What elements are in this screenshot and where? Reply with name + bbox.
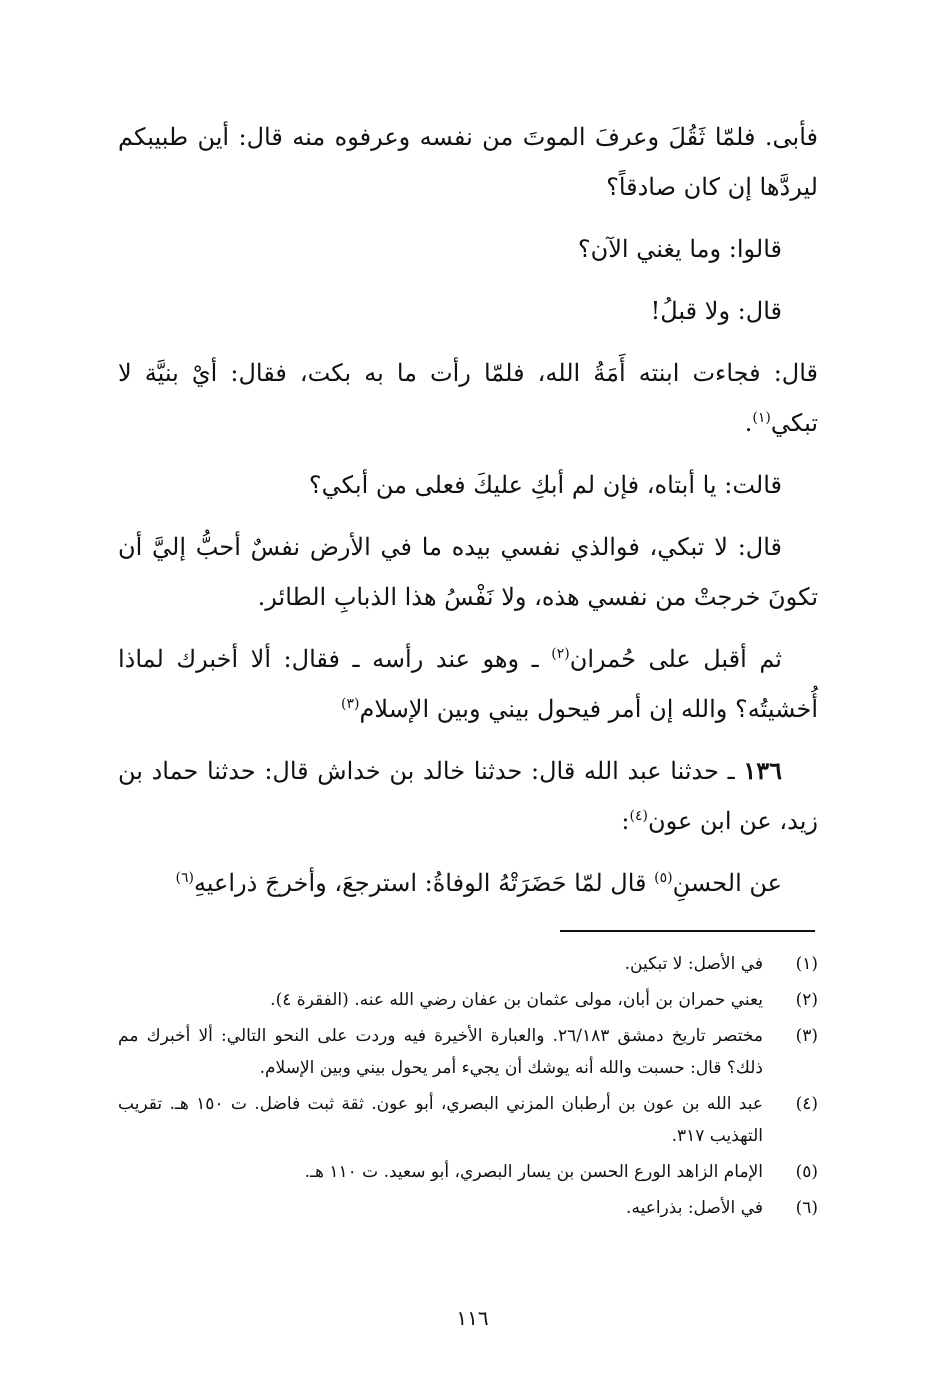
footnote-text: الإمام الزاهد الورع الحسن بن يسار البصري، أبو سعيد. ت ١١٠ هـ. [304,1162,763,1182]
footnote-item [118,1088,818,1152]
page-number: ١١٦ [456,1306,489,1330]
paragraph-9: عن الحسنِ$^{(٥)}$ قال لمّا حَضَرَتْهُ الوفاةُ: استرجعَ، وأخرجَ ذراعيهِ$^{(٦)}$ [175,869,782,897]
footnote-text: يعني حمران بن أبان، مولى عثمان بن عفان رضي الله عنه. (الفقرة ٤). [270,990,763,1010]
footnote-item [118,1020,818,1084]
footnote-item [118,1156,818,1188]
footnote-item [118,1192,818,1224]
footnote-number: (٢) [795,990,818,1010]
paragraph-7: ثم أقبل على حُمران$^{(٢)}$ ـ وهو عند رأسه ـ فقال: ألا أخبرك لماذا أُخشيتُه؟ والله إن أمر فيحول بيني وبين الإسلام$^{(٣)}$ [118,645,818,723]
footnotes [118,948,818,1228]
footnote-divider [560,930,815,932]
footnote-text: في الأصل: لا تبكين. [624,954,763,974]
footnote-ref-3[interactable]: (٣) [341,696,360,712]
footnote-text: في الأصل: بذراعيه. [626,1198,763,1218]
paragraph-8: ١٣٦ ـ حدثنا عبد الله قال: حدثنا خالد بن خداش قال: حدثنا حماد بن زيد، عن ابن عون$^{(٤)}$: [118,756,818,835]
hadith-number: ١٣٦ [743,756,782,785]
paragraph-6: قال: لا تبكي، فوالذي نفسي بيده ما في الأرض نفسٌ أحبُّ إليَّ أن تكونَ خرجتْ من نفسي هذه، ولا نَفْسُ هذا الذبابِ الطائر. [118,533,818,611]
footnote-number: (١) [795,954,818,974]
footnote-number: (٦) [795,1198,818,1218]
paragraph-5: قالت: يا أبتاه، فإن لم أبكِ عليكَ فعلى من أبكي؟ [308,471,782,499]
footnote-ref-2[interactable]: (٢) [551,646,570,662]
footnote-ref-1[interactable]: (١) [752,410,771,426]
footnote-ref-4[interactable]: (٤) [629,808,648,824]
footnote-number: (٣) [795,1026,818,1046]
footnote-item [118,948,818,980]
footnote-text: عبد الله بن عون بن أرطبان المزني البصري، أبو عون. ثقة ثبت فاضل. ت ١٥٠ هـ. تقريب التهذيب ٣١٧. [118,1094,763,1146]
paragraph-3: قال: ولا قبلُ! [650,297,782,325]
footnote-ref-6[interactable]: (٦) [175,870,194,886]
footnote-ref-5[interactable]: (٥) [654,870,673,886]
footnote-item [118,984,818,1016]
paragraph-2: قالوا: وما يغني الآن؟ [577,235,782,263]
footnote-text: مختصر تاريخ دمشق ٢٦/١٨٣. والعبارة الأخيرة فيه وردت على النحو التالي: ألا أخبرك مم ذلك؟ قال: حسبت والله أنه يوشك أن يجيء أمر يحول بيني وبين الإسلام. [118,1026,764,1078]
main-text [118,112,818,920]
footnote-number: (٤) [795,1094,818,1114]
paragraph-1: فأبى. فلمّا ثَقُلَ وعرفَ الموتَ من نفسه وعرفوه منه قال: أين طبيبكم ليردَّها إن كان صادقاً؟ [118,123,818,201]
paragraph-4: قال: فجاءت ابنته أَمَةُ الله، فلمّا رأت ما به بكت، فقال: أيْ بنيَّة لا تبكي$^{(١)}$. [118,359,818,437]
footnote-number: (٥) [795,1162,818,1182]
